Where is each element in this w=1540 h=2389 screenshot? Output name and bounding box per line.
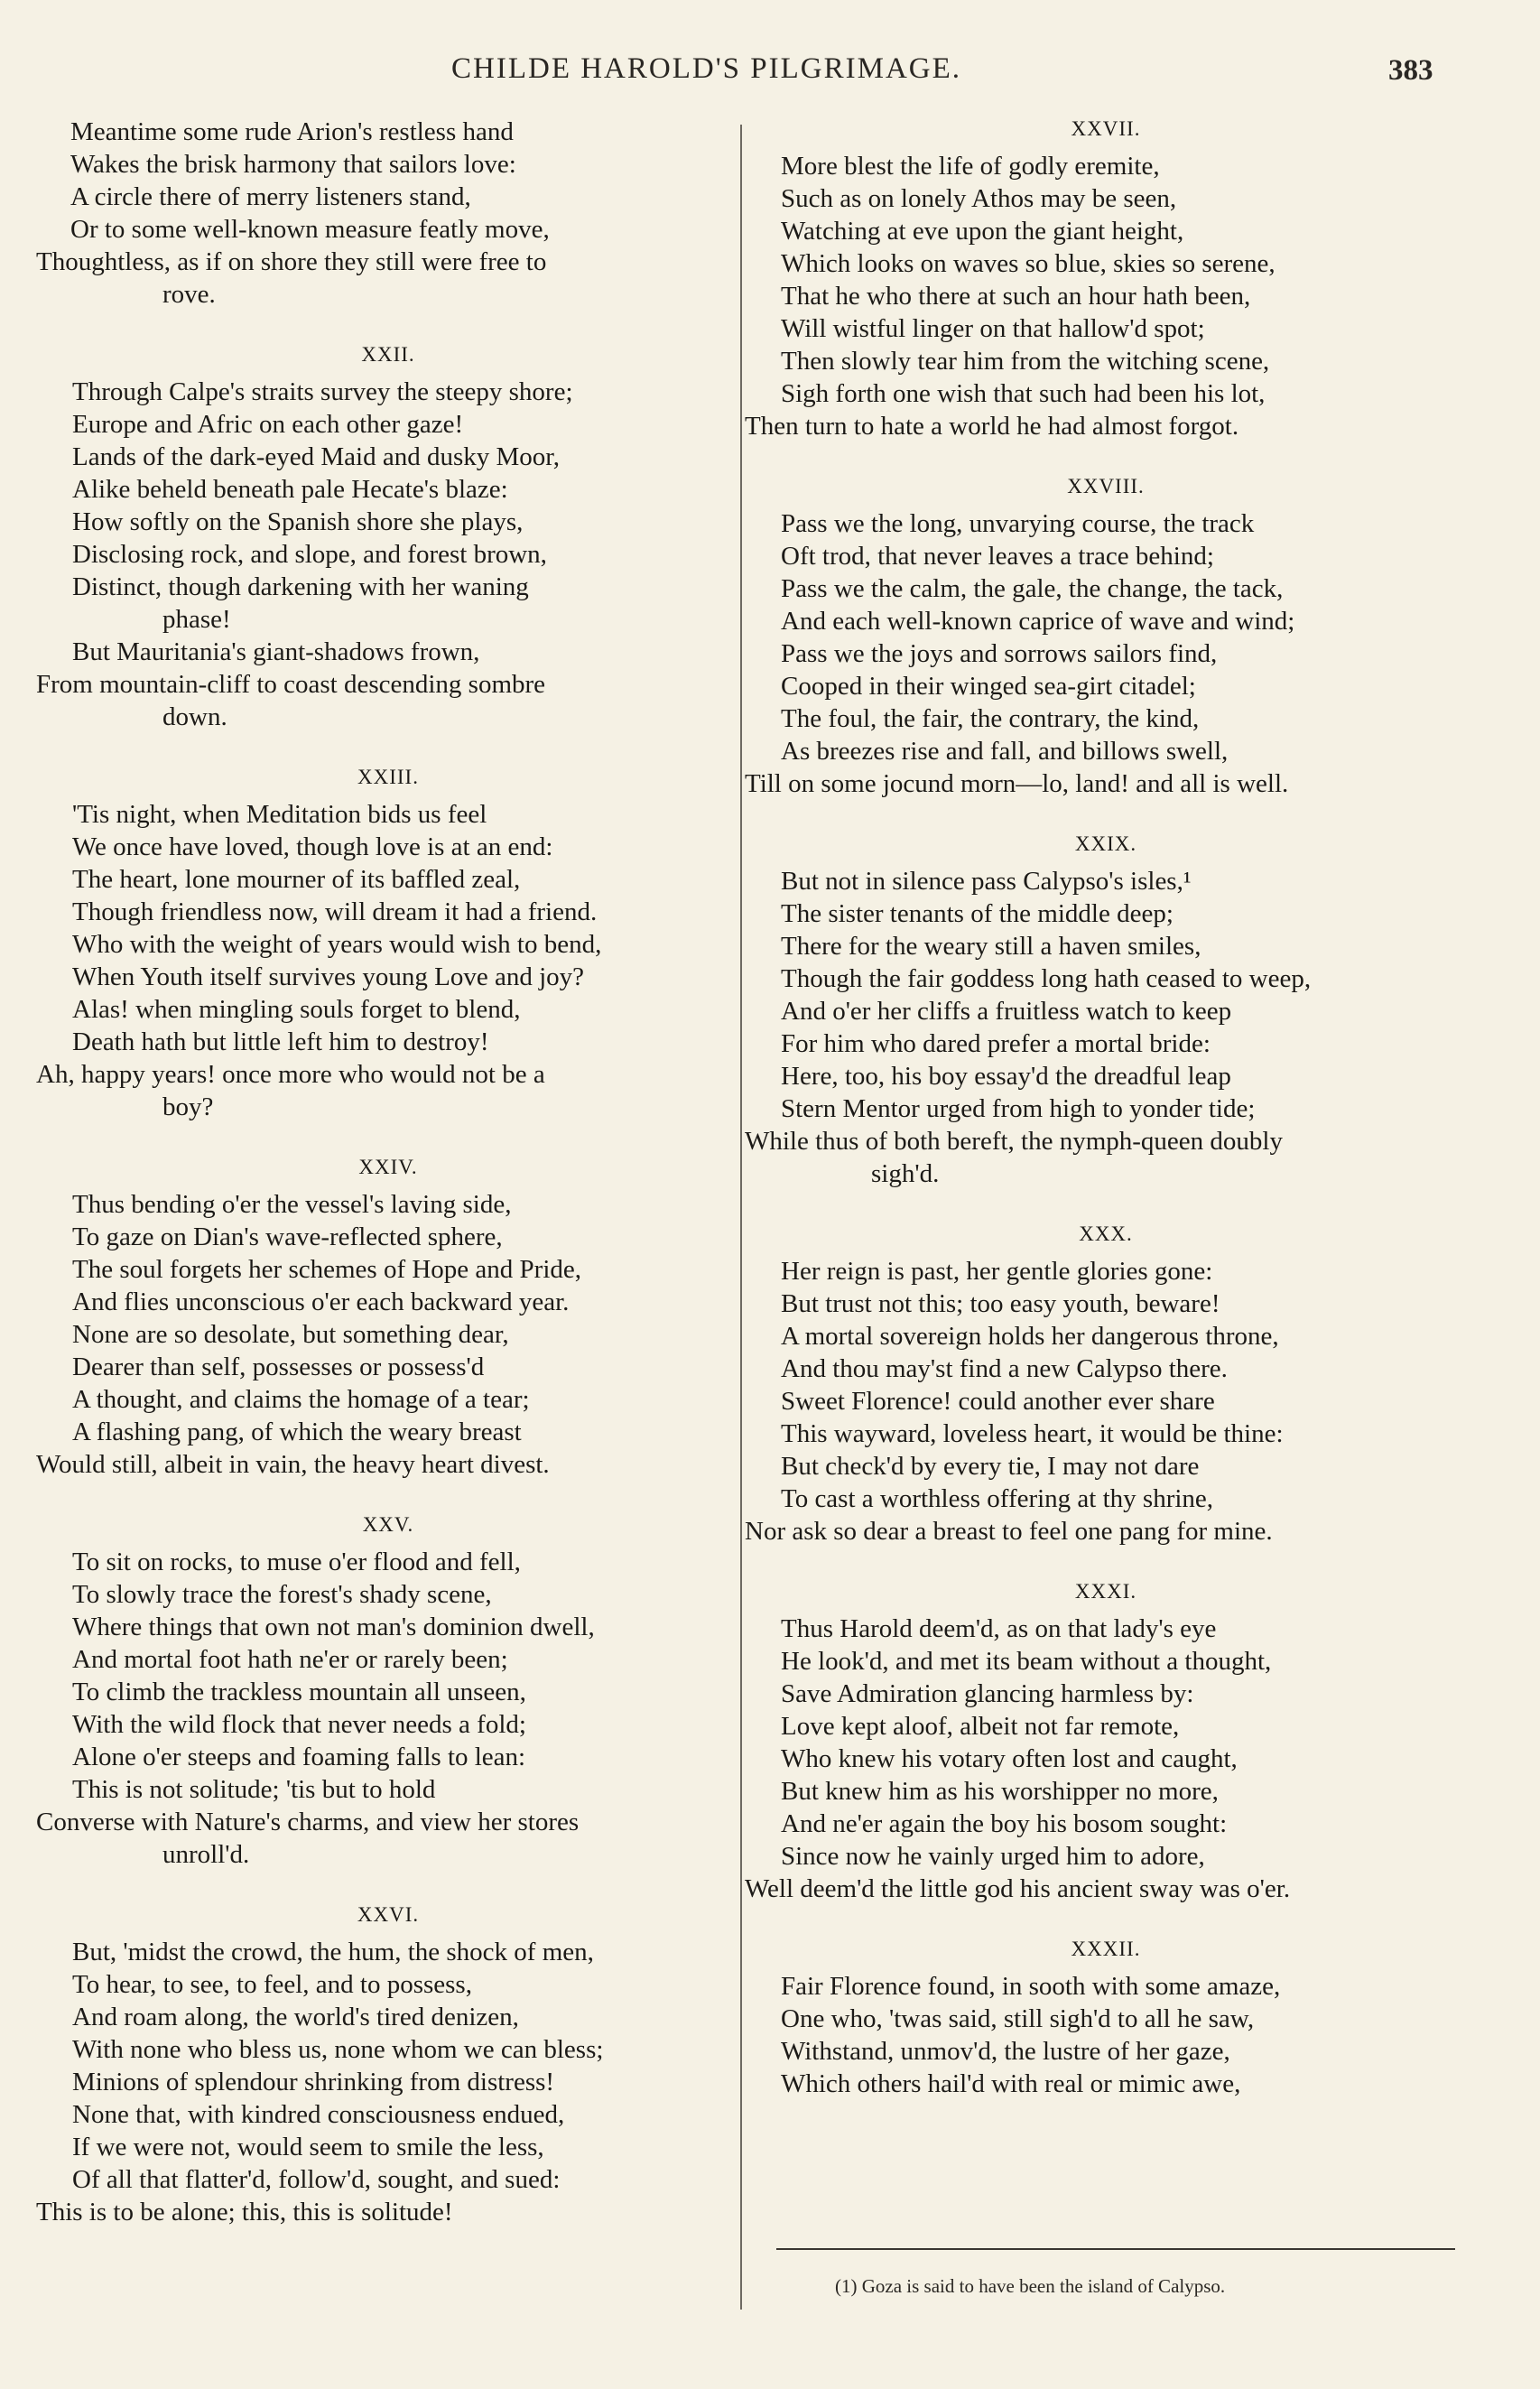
verse-line: Who with the weight of years would wish to bend, [72,930,602,959]
verse-line: Withstand, unmov'd, the lustre of her gaze, [781,2037,1230,2066]
verse-line: But trust not this; too easy youth, beware! [781,1289,1220,1318]
verse-line: 'Tis night, when Meditation bids us feel [72,800,487,829]
left-column [36,116,740,2228]
verse-line: But check'd by every tie, I may not dare [781,1452,1200,1481]
verse-line: He look'd, and met its beam without a thought, [781,1647,1272,1676]
verse-line: The sister tenants of the middle deep; [781,899,1174,928]
verse-line: And mortal foot hath ne'er or rarely been; [72,1645,508,1674]
stanza-xxxi [745,1578,1467,1905]
stanza-xxvii [745,116,1467,442]
verse-line: How softly on the Spanish shore she plays, [72,507,524,536]
stanza-number: XXVIII. [1067,475,1145,497]
verse-line: And each well-known caprice of wave and wind; [781,607,1295,636]
verse-line: Nor ask so dear a breast to feel one pang for mine. [745,1517,1273,1546]
stanza-xxviii [745,473,1467,800]
page-number: 383 [1388,54,1433,87]
verse-line: Would still, albeit in vain, the heavy heart divest. [36,1450,550,1479]
verse-line: When Youth itself survives young Love and joy? [72,962,585,991]
column-divider [740,125,742,2310]
footnote: (1) Goza is said to have been the island of Calypso. [835,2275,1226,2297]
verse-line: Oft trod, that never leaves a trace behind; [781,542,1214,571]
verse-line: Since now he vainly urged him to adore, [781,1842,1205,1871]
stanza-number: XXV. [362,1513,414,1536]
verse-line: A circle there of merry listeners stand, [70,182,471,211]
stanza-number: XXIX. [1074,832,1137,855]
verse-line: Converse with Nature's charms, and view her stores [36,1808,580,1836]
verse-line: Though friendless now, will dream it had a friend. [72,897,598,926]
verse-line: This is to be alone; this, this is solitude! [36,2198,453,2226]
stanza-number: XXVII. [1071,117,1141,140]
verse-line: rove. [162,280,216,309]
stanza-xxv [36,1511,740,1871]
verse-line: And flies unconscious o'er each backward year. [72,1287,570,1316]
verse-line: Fair Florence found, in sooth with some amaze, [781,1972,1281,2001]
verse-line: Wakes the brisk harmony that sailors love: [70,150,516,179]
verse-line: With the wild flock that never needs a fold; [72,1710,526,1739]
verse-line: Alas! when mingling souls forget to blend, [72,995,521,1024]
verse-line: The foul, the fair, the contrary, the kind, [781,704,1200,733]
verse-line: We once have loved, though love is at an end: [72,832,553,861]
verse-line: Stern Mentor urged from high to yonder tide; [781,1094,1256,1123]
stanza-xxvi [36,1901,740,2228]
verse-line: A thought, and claims the homage of a tear; [72,1385,530,1414]
verse-line: Pass we the long, unvarying course, the track [781,509,1255,538]
verse-line: Distinct, though darkening with her waning [72,572,529,601]
verse-line: With none who bless us, none whom we can bless; [72,2035,604,2064]
verse-line: That he who there at such an hour hath been, [781,282,1251,311]
verse-line: Sigh forth one wish that such had been his lot, [781,379,1266,408]
stanza-number: XXII. [361,343,415,366]
verse-line: Pass we the calm, the gale, the change, the tack, [781,574,1284,603]
verse-line: Then slowly tear him from the witching scene, [781,347,1270,376]
verse-line: From mountain-cliff to coast descending sombre [36,670,546,699]
verse-line: Lands of the dark-eyed Maid and dusky Moor, [72,442,561,471]
verse-line: To hear, to see, to feel, and to possess, [72,1970,472,1999]
verse-line: None are so desolate, but something dear, [72,1320,509,1349]
verse-line: This wayward, loveless heart, it would be thine: [781,1419,1284,1448]
verse-line: Through Calpe's straits survey the steepy shore; [72,377,573,406]
verse-line: Who knew his votary often lost and caught, [781,1744,1238,1773]
verse-line: Thoughtless, as if on shore they still were free to [36,247,547,276]
verse-line: If we were not, would seem to smile the less, [72,2133,544,2161]
stanza-xxx [745,1221,1467,1548]
verse-line: Till on some jocund morn—lo, land! and all is well. [745,769,1289,798]
verse-line: Cooped in their winged sea-girt citadel; [781,672,1196,701]
verse-line: As breezes rise and fall, and billows swell, [781,737,1229,766]
verse-line: But Mauritania's giant-shadows frown, [72,637,480,666]
stanza-number: XXIII. [357,766,419,788]
verse-line: None that, with kindred consciousness endued, [72,2100,565,2129]
verse-line: To sit on rocks, to muse o'er flood and fell, [72,1548,521,1576]
stanza-xxxii [745,1936,1467,2100]
stanza-xxix [745,831,1467,1190]
verse-line: down. [162,702,227,731]
verse-line: Pass we the joys and sorrows sailors find, [781,639,1218,668]
verse-line: And ne'er again the boy his bosom sought: [781,1809,1228,1838]
verse-line: To gaze on Dian's wave-reflected sphere, [72,1222,503,1251]
stanza-number: XXIV. [358,1156,418,1178]
stanza-number: XXXI. [1074,1580,1137,1603]
verse-line: Ah, happy years! once more who would not be a [36,1060,545,1089]
verse-line: Here, too, his boy essay'd the dreadful leap [781,1062,1231,1091]
verse-line: Watching at eve upon the giant height, [781,217,1184,246]
verse-line: Sweet Florence! could another ever share [781,1387,1215,1416]
stanza-xxii [36,341,740,733]
stanza-number: XXX. [1079,1222,1133,1245]
verse-line: But, 'midst the crowd, the hum, the shock of men, [72,1938,594,1966]
verse-line: Europe and Afric on each other gaze! [72,410,464,439]
stanza-xxiv [36,1154,740,1481]
verse-line: Well deem'd the little god his ancient sway was o'er. [745,1874,1291,1903]
verse-line: phase! [162,605,231,634]
verse-line: Her reign is past, her gentle glories gone: [781,1257,1213,1286]
verse-line: And o'er her cliffs a fruitless watch to keep [781,997,1232,1026]
verse-line: And roam along, the world's tired denizen, [72,2003,519,2031]
verse-line: Of all that flatter'd, follow'd, sought, and sued: [72,2165,561,2194]
verse-line: Disclosing rock, and slope, and forest brown, [72,540,547,569]
verse-line: Which looks on waves so blue, skies so serene, [781,249,1276,278]
verse-line: One who, 'twas said, still sigh'd to all he saw, [781,2004,1255,2033]
right-column [745,116,1467,2100]
stanza-xxiii [36,764,740,1123]
verse-line: For him who dared prefer a mortal bride: [781,1029,1211,1058]
verse-line: Will wistful linger on that hallow'd spot; [781,314,1205,343]
running-title: CHILDE HAROLD'S PILGRIMAGE. [451,52,962,85]
verse-line: To slowly trace the forest's shady scene, [72,1580,492,1609]
verse-line: More blest the life of godly eremite, [781,152,1160,181]
page-header [0,52,1540,98]
verse-line: To cast a worthless offering at thy shrine, [781,1484,1214,1513]
opening-lines [36,116,740,311]
verse-line: A flashing pang, of which the weary breast [72,1418,522,1446]
stanza-number: XXXII. [1071,1938,1141,1960]
verse-line: Such as on lonely Athos may be seen, [781,184,1177,213]
verse-line: Which others hail'd with real or mimic awe, [781,2069,1241,2098]
verse-line: Alike beheld beneath pale Hecate's blaze: [72,475,508,504]
verse-line: To climb the trackless mountain all unseen, [72,1678,526,1706]
verse-line: sigh'd. [871,1159,940,1188]
verse-line: boy? [162,1092,214,1121]
verse-line: Alone o'er steeps and foaming falls to lean: [72,1743,526,1771]
verse-line: This is not solitude; 'tis but to hold [72,1775,436,1804]
verse-line: Minions of splendour shrinking from distress! [72,2068,555,2096]
verse-line: Love kept aloof, albeit not far remote, [781,1712,1180,1741]
verse-line: Save Admiration glancing harmless by: [781,1679,1194,1708]
verse-line: Dearer than self, possesses or possess'd [72,1353,485,1381]
verse-line: And thou may'st find a new Calypso there. [781,1354,1228,1383]
verse-line: Where things that own not man's dominion dwell, [72,1613,595,1641]
verse-line: The soul forgets her schemes of Hope and Pride, [72,1255,582,1284]
verse-line: A mortal sovereign holds her dangerous throne, [781,1322,1279,1351]
verse-line: But not in silence pass Calypso's isles,¹ [781,867,1192,896]
verse-line: The heart, lone mourner of its baffled zeal, [72,865,521,894]
verse-line: Meantime some rude Arion's restless hand [70,117,514,146]
verse-line: But knew him as his worshipper no more, [781,1777,1219,1806]
verse-line: Death hath but little left him to destroy! [72,1027,489,1056]
verse-line: Though the fair goddess long hath ceased to weep, [781,964,1312,993]
verse-line: Then turn to hate a world he had almost forgot. [745,412,1239,441]
verse-line: Thus Harold deem'd, as on that lady's eye [781,1614,1217,1643]
verse-line: Or to some well-known measure featly move, [70,215,550,244]
verse-line: While thus of both bereft, the nymph-queen doubly [745,1127,1283,1156]
footnote-rule [776,2248,1455,2250]
verse-line: There for the weary still a haven smiles, [781,932,1201,961]
verse-line: Thus bending o'er the vessel's laving side, [72,1190,512,1219]
verse-line: unroll'd. [162,1840,250,1869]
stanza-number: XXVI. [357,1903,420,1926]
